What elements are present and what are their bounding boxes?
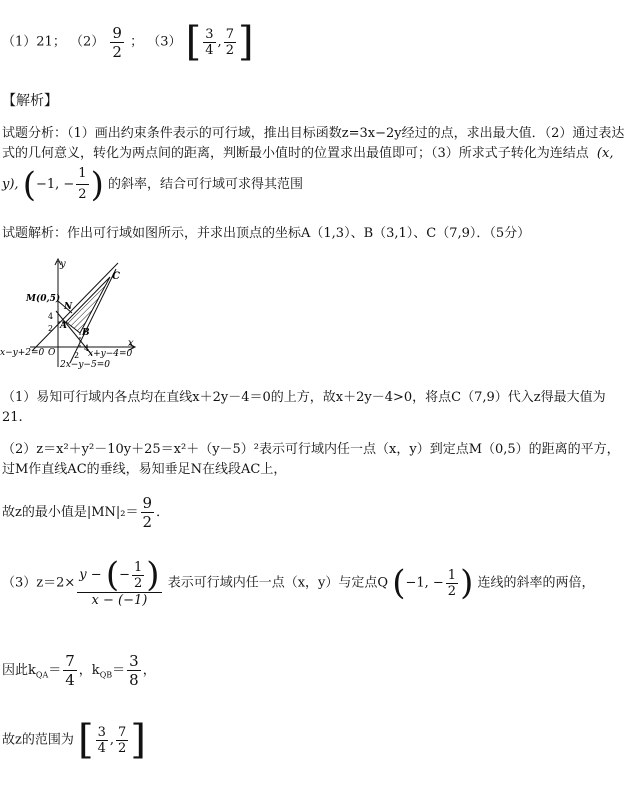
label-n: N (64, 302, 73, 312)
conclusion-line: 故z的范围为 [ $\frac{3}{4}$ , $\frac{7}{2}$ ] (2, 717, 146, 763)
slopes-line: 因此$k_{QA}=$ $\frac{7}{4}$ ，$k_{QB}=$ $\frac{3}{8}$ ， (2, 652, 156, 689)
answer-part2-sep: ； (130, 34, 144, 50)
tick-y-2: 2 (48, 324, 54, 333)
answer-part1: （1）21； (2, 34, 66, 50)
analysis-q-fraction: $\frac{1}{2}$ (78, 166, 87, 202)
axis-y-label: y (60, 259, 66, 270)
answer-range-a: $\frac{3}{4}$ (205, 26, 214, 58)
part3-line: （3）z＝2× y − (− $\frac{1}{2}$ ) x − (−1) 表示可行域内任一点（x，y）与定点Q (−1, − $\frac{1}{2}$ ) 连线的斜率的两倍， (2, 555, 595, 608)
part2-paragraph: （2）z＝x²＋y²－10y＋25＝x²＋（y－5）²表示可行域内任一点（x，y）到定点M（0,5）的距离的平方，过M作直线AC的垂线，易知垂足N在线段AC上， (2, 442, 620, 477)
part1-paragraph: （1）易知可行域内各点均在直线x＋2y－4＝0的上方，故x＋2y－4>0，将点C（7,9）代入z得最大值为21. (2, 390, 606, 425)
part2-min-line: 故z的最小值是|MN|₂＝ $\frac{9}{2}$ ． (2, 494, 170, 531)
label-o: O (48, 348, 56, 358)
slope-qb-fraction: $\frac{3}{8}$ (129, 652, 139, 689)
conclusion-range-a: $\frac{3}{4}$ (97, 724, 106, 756)
tick-x-4: 4 (84, 344, 90, 353)
part3-slope-fraction: y − (− $\frac{1}{2}$ ) x − (−1) (79, 555, 160, 608)
label-c: C (112, 271, 120, 282)
slope-qa-fraction: $\frac{7}{4}$ (65, 652, 75, 689)
part3-inner-fraction: $\frac{1}{2}$ (134, 559, 143, 591)
answer-part2-prefix: （2） (69, 34, 105, 50)
solution-line: 试题解析：作出可行域如图所示，并求出顶点的坐标A（1,3）、B（3,1）、C（7,9）．（5分） (2, 226, 531, 241)
tick-y-4: 4 (48, 312, 54, 321)
part2-min-fraction: $\frac{9}{2}$ (142, 494, 153, 531)
analysis-paragraph: 试题分析：（1）画出约束条件表示的可行域，推出目标函数z=3x−2y经过的点，求出最大值．（2）通过表达式的几何意义，转化为两点间的距离，判断最小值时的位置求出最值即可；（3）所求式子转化为连结点 (x, y), (−1, − $\frac{1}{2}$ ) 的斜率，结合可行域可求得其范围 (2, 126, 625, 205)
label-b: B (82, 328, 90, 338)
answer-part2-fraction: $\frac{9}{2}$ (112, 23, 122, 61)
section-heading: 【解析】 (2, 93, 58, 109)
tick-x-2: 2 (74, 351, 80, 360)
line-x-y-plus-2 (32, 263, 118, 351)
line2-label: x+y−4=0 (88, 349, 133, 359)
answer-line: （1）21； （2） $\frac{9}{2}$ ； （3） [ $\frac{3}{4}$ , $\frac{7}{2}$ ] (2, 19, 254, 65)
line3-label: 2x−y−5=0 (60, 360, 110, 370)
line1-label: x−y+2=0 (0, 348, 45, 358)
axis-x-label: x (128, 338, 134, 349)
answer-range-b: $\frac{7}{2}$ (225, 26, 234, 58)
feasible-region (66, 277, 110, 333)
point-xy: (x, y), (2, 146, 614, 192)
part3-q-fraction: $\frac{1}{2}$ (447, 567, 457, 599)
feasible-region-graph (0, 255, 160, 375)
answer-part3-prefix: （3） (147, 34, 182, 50)
label-m: M(0,5) (26, 294, 61, 304)
label-a: A (60, 321, 67, 331)
conclusion-range-b: $\frac{7}{2}$ (118, 724, 127, 756)
